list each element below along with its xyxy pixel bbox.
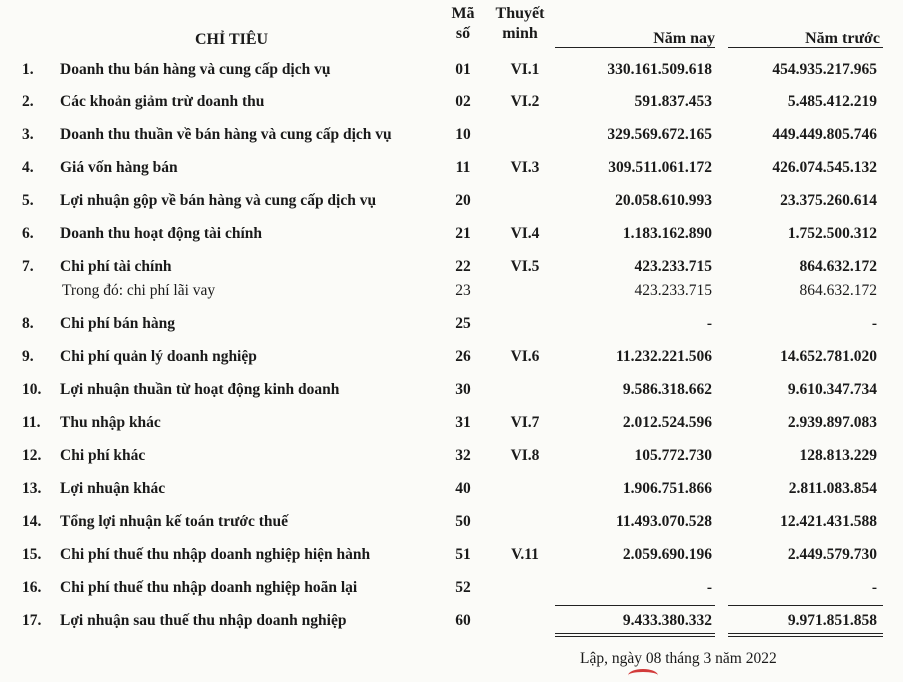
row-previous: 2.811.083.854 — [788, 480, 877, 497]
row-previous: 5.485.412.219 — [787, 93, 877, 110]
header-previous-year: Năm trước — [805, 30, 880, 47]
row-current: 20.058.610.993 — [615, 192, 712, 209]
table-row — [0, 479, 903, 499]
row-label: Thu nhập khác — [60, 414, 161, 431]
table-row — [0, 125, 903, 145]
row-previous: 454.935.217.965 — [772, 61, 877, 78]
header-current-year: Năm nay — [653, 30, 715, 47]
row-note: VI.1 — [510, 61, 540, 78]
row-label: Lợi nhuận gộp về bán hàng và cung cấp dịch vụ — [60, 192, 377, 209]
table-row — [0, 446, 903, 466]
table-row — [0, 578, 903, 598]
header-note — [490, 4, 550, 44]
row-current: 423.233.715 — [634, 258, 712, 275]
row-label: Các khoản giảm trừ doanh thu — [60, 93, 265, 110]
row-previous: 864.632.172 — [799, 258, 877, 275]
row-number: 9. — [22, 348, 34, 365]
row-code: 51 — [455, 546, 471, 563]
row-current: 591.837.453 — [634, 93, 712, 110]
row-code: 21 — [455, 225, 471, 242]
row-label: Chi phí quản lý doanh nghiệp — [60, 348, 257, 365]
row-number: 15. — [22, 546, 42, 563]
table-row — [0, 281, 903, 301]
row-label: Giá vốn hàng bán — [60, 159, 178, 176]
row-note: VI.5 — [510, 258, 540, 275]
row-label: Lợi nhuận thuần từ hoạt động kinh doanh — [60, 381, 340, 398]
signed-date: Lập, ngày 08 tháng 3 năm 2022 — [580, 650, 777, 667]
row-note: VI.6 — [510, 348, 540, 365]
row-current: 11.232.221.506 — [615, 348, 712, 365]
table-row — [0, 158, 903, 178]
total-top-rule-current — [555, 605, 715, 606]
row-current: 11.493.070.528 — [615, 513, 712, 530]
row-code: 60 — [455, 612, 471, 629]
row-previous: 1.752.500.312 — [787, 225, 877, 242]
row-label: Trong đó: chi phí lãi vay — [62, 282, 216, 299]
row-code: 02 — [455, 93, 471, 110]
row-current: 423.233.715 — [634, 282, 712, 299]
row-code: 26 — [455, 348, 471, 365]
red-stamp-mark — [628, 669, 658, 682]
header-code-line2: số — [455, 25, 471, 42]
row-current: 105.772.730 — [634, 447, 712, 464]
row-current: 2.012.524.596 — [622, 414, 712, 431]
row-code: 52 — [455, 579, 471, 596]
row-number: 2. — [22, 93, 34, 110]
row-code: 11 — [455, 159, 471, 176]
header-rule-current — [555, 47, 715, 48]
row-current: 330.161.509.618 — [607, 61, 712, 78]
total-double-rule-previous-1 — [728, 633, 883, 634]
row-previous: - — [871, 579, 877, 596]
row-current: 9.586.318.662 — [622, 381, 712, 398]
row-code: 40 — [455, 480, 471, 497]
table-row — [0, 224, 903, 244]
row-previous: 449.449.805.746 — [772, 126, 877, 143]
row-note: VI.3 — [510, 159, 540, 176]
row-current: 2.059.690.196 — [622, 546, 712, 563]
row-code: 32 — [455, 447, 471, 464]
row-previous: 14.652.781.020 — [780, 348, 877, 365]
row-number: 5. — [22, 192, 34, 209]
row-label: Chi phí khác — [60, 447, 146, 464]
row-label: Lợi nhuận khác — [60, 480, 166, 497]
row-previous: 2.449.579.730 — [787, 546, 877, 563]
header-rule-previous — [728, 47, 883, 48]
row-note: VI.4 — [510, 225, 540, 242]
row-current: 309.511.061.172 — [608, 159, 712, 176]
table-row — [0, 545, 903, 565]
row-number: 16. — [22, 579, 42, 596]
row-code: 20 — [455, 192, 471, 209]
row-number: 7. — [22, 258, 34, 275]
row-previous: 23.375.260.614 — [780, 192, 877, 209]
row-number: 10. — [22, 381, 42, 398]
row-number: 8. — [22, 315, 34, 332]
table-row — [0, 413, 903, 433]
table-row — [0, 347, 903, 367]
table-row — [0, 92, 903, 112]
row-previous: 12.421.431.588 — [780, 513, 877, 530]
row-label: Chi phí tài chính — [60, 258, 172, 275]
table-row — [0, 257, 903, 277]
table-row — [0, 191, 903, 211]
row-number: 12. — [22, 447, 42, 464]
row-previous: 426.074.545.132 — [772, 159, 877, 176]
total-double-rule-current-1 — [555, 633, 715, 634]
row-note: VI.8 — [510, 447, 540, 464]
row-code: 25 — [455, 315, 471, 332]
row-code: 22 — [455, 258, 471, 275]
row-label: Chi phí thuế thu nhập doanh nghiệp hiện hành — [60, 546, 371, 563]
row-code: 10 — [455, 126, 471, 143]
row-label: Tổng lợi nhuận kế toán trước thuế — [60, 513, 289, 530]
row-current: 329.569.672.165 — [607, 126, 712, 143]
table-row — [0, 314, 903, 334]
table-row — [0, 380, 903, 400]
row-number: 3. — [22, 126, 34, 143]
row-code: 23 — [455, 282, 471, 299]
row-number: 6. — [22, 225, 34, 242]
row-current: 9.433.380.332 — [622, 612, 712, 629]
row-number: 1. — [22, 61, 34, 78]
row-label: Lợi nhuận sau thuế thu nhập doanh nghiệp — [60, 612, 347, 629]
row-note: VI.2 — [510, 93, 540, 110]
row-number: 13. — [22, 480, 42, 497]
header-indicator: CHỈ TIÊU — [195, 31, 269, 48]
row-current: 1.906.751.866 — [622, 480, 712, 497]
row-current: 1.183.162.890 — [622, 225, 712, 242]
table-row — [0, 60, 903, 80]
row-previous: 128.813.229 — [799, 447, 877, 464]
row-label: Chi phí thuế thu nhập doanh nghiệp hoãn lại — [60, 579, 358, 596]
row-previous: 9.971.851.858 — [787, 612, 877, 629]
row-label: Chi phí bán hàng — [60, 315, 176, 332]
row-code: 31 — [455, 414, 471, 431]
row-label: Doanh thu bán hàng và cung cấp dịch vụ — [60, 61, 331, 78]
row-previous: - — [871, 315, 877, 332]
header-code-line1: Mã — [451, 5, 475, 22]
total-double-rule-previous-2 — [728, 636, 883, 637]
header-code — [448, 4, 478, 44]
row-code: 30 — [455, 381, 471, 398]
row-label: Doanh thu hoạt động tài chính — [60, 225, 262, 242]
row-previous: 9.610.347.734 — [787, 381, 877, 398]
total-double-rule-current-2 — [555, 636, 715, 637]
row-label: Doanh thu thuần về bán hàng và cung cấp dịch vụ — [60, 126, 392, 143]
row-note: V.11 — [511, 546, 539, 563]
row-current: - — [706, 579, 712, 596]
row-previous: 864.632.172 — [799, 282, 877, 299]
row-number: 11. — [22, 414, 41, 431]
table-row — [0, 512, 903, 532]
row-number: 4. — [22, 159, 34, 176]
row-previous: 2.939.897.083 — [787, 414, 877, 431]
row-current: - — [706, 315, 712, 332]
row-note: VI.7 — [510, 414, 540, 431]
row-number: 14. — [22, 513, 42, 530]
table-row-total — [0, 611, 903, 631]
header-note-line1: Thuyết — [495, 5, 545, 22]
row-number: 17. — [22, 612, 42, 629]
row-code: 50 — [455, 513, 471, 530]
total-top-rule-previous — [728, 605, 883, 606]
row-code: 01 — [455, 61, 471, 78]
header-note-line2: minh — [502, 25, 538, 42]
